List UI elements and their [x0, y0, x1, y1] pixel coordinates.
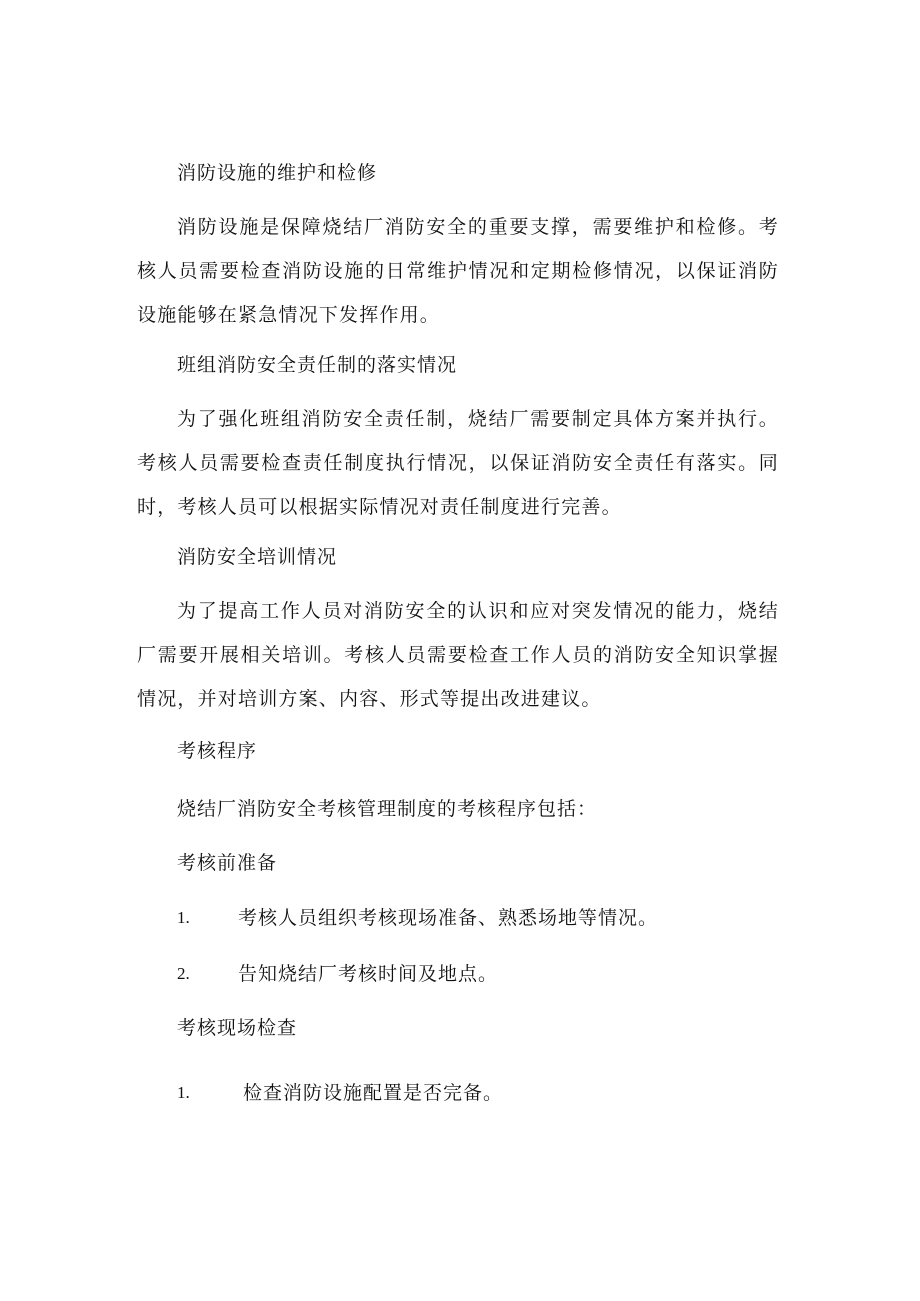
- paragraph-safety-training: 为了提高工作人员对消防安全的认识和应对突发情况的能力，烧结厂需要开展相关培训。考核人员需要检查工作人员的消防安全知识掌握情况，并对培训方案、内容、形式等提出改进建议。: [137, 600, 779, 710]
- list-item-number: 1.: [177, 1083, 190, 1102]
- list-item-number: 1.: [177, 908, 190, 927]
- section-heading-team-responsibility: 班组消防安全责任制的落实情况: [177, 354, 458, 376]
- section-heading-onsite-inspection: 考核现场检查: [177, 1017, 298, 1039]
- section-heading-assessment-procedure: 考核程序: [177, 740, 258, 762]
- list-item-text: 检查消防设施配置是否完备。: [243, 1082, 504, 1104]
- list-item-text: 考核人员组织考核现场准备、熟悉场地等情况。: [238, 907, 659, 929]
- paragraph-team-responsibility: 为了强化班组消防安全责任制，烧结厂需要制定具体方案并执行。考核人员需要检查责任制度执行情况，以保证消防安全责任有落实。同时，考核人员可以根据实际情况对责任制度进行完善。: [137, 408, 779, 518]
- section-heading-facility-maintenance: 消防设施的维护和检修: [177, 162, 378, 184]
- list-item-text: 告知烧结厂考核时间及地点。: [238, 963, 499, 985]
- list-item-number: 2.: [177, 964, 190, 983]
- paragraph-facility-maintenance: 消防设施是保障烧结厂消防安全的重要支撑，需要维护和检修。考核人员需要检查消防设施的日常维护情况和定期检修情况，以保证消防设施能够在紧急情况下发挥作用。: [137, 216, 779, 326]
- section-heading-pre-assessment: 考核前准备: [177, 852, 278, 874]
- section-heading-safety-training: 消防安全培训情况: [177, 546, 338, 568]
- paragraph-procedure-intro: 烧结厂消防安全考核管理制度的考核程序包括：: [177, 798, 598, 820]
